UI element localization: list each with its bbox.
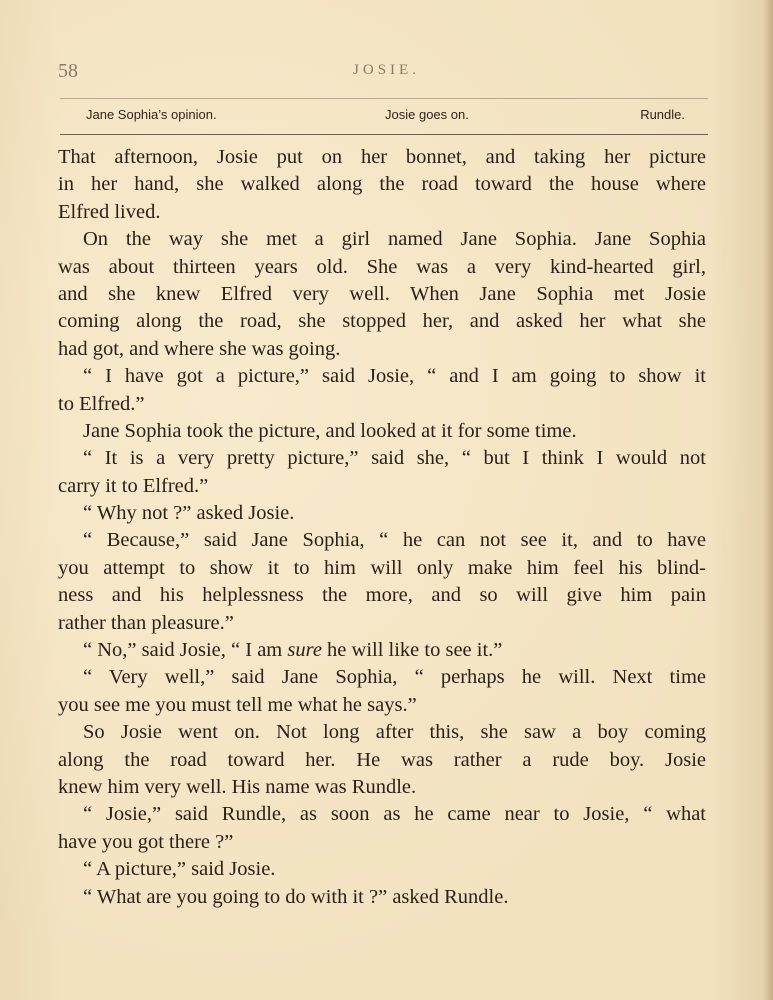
- text-line: So Josie went on. Not long after this, she saw a boy coming: [83, 721, 706, 744]
- text-line: coming along the road, she stopped her, and asked her what she: [58, 310, 706, 333]
- text-line: “ It is a very pretty picture,” said she, “ but I think I would not: [83, 447, 706, 470]
- text-line: you see me you must tell me what he says.”: [58, 693, 417, 716]
- text-run: he will like to see it.”: [327, 639, 503, 662]
- marginal-gloss-right: Rundle.: [640, 107, 685, 122]
- text-line: rather than pleasure.”: [58, 611, 234, 634]
- running-head: JOSIE.: [353, 62, 420, 78]
- header-rule-top: [60, 98, 708, 99]
- text-line: have you got there ?”: [58, 830, 234, 853]
- marginal-gloss-left: Jane Sophia’s opinion.: [86, 107, 217, 122]
- text-line: “ Why not ?” asked Josie.: [83, 502, 295, 525]
- text-line: “ Very well,” said Jane Sophia, “ perhaps he will. Next time: [83, 666, 706, 689]
- page-number: 58: [58, 60, 78, 82]
- text-line: Jane Sophia took the picture, and looked at it for some time.: [83, 419, 577, 442]
- text-line: ness and his helplessness the more, and so will give him pain: [58, 584, 706, 607]
- emphasis-word: sure: [287, 639, 322, 662]
- text-line: knew him very well. His name was Rundle.: [58, 775, 417, 798]
- text-line: was about thirteen years old. She was a very kind-hearted girl,: [58, 255, 706, 278]
- header-rule-bottom: [60, 134, 708, 135]
- text-line: That afternoon, Josie put on her bonnet, and taking her picture: [58, 146, 706, 168]
- text-line: “ What are you going to do with it ?” asked Rundle.: [83, 885, 509, 908]
- text-line: carry it to Elfred.”: [58, 474, 209, 497]
- text-line: [58, 637, 706, 664]
- text-line: “ I have got a picture,” said Josie, “ and I am going to show it: [83, 365, 706, 388]
- text-line: “ Josie,” said Rundle, as soon as he came near to Josie, “ what: [83, 803, 706, 826]
- body-text: [58, 144, 706, 911]
- text-line: On the way she met a girl named Jane Sophia. Jane Sophia: [83, 228, 706, 251]
- text-line: “ Because,” said Jane Sophia, “ he can not see it, and to have: [83, 529, 706, 552]
- text-line: to Elfred.”: [58, 392, 145, 415]
- text-run: “ No,” said Josie, “ I am: [83, 639, 283, 662]
- text-line: along the road toward her. He was rather a rude boy. Josie: [58, 748, 706, 771]
- text-line: and she knew Elfred very well. When Jane Sophia met Josie: [58, 282, 706, 305]
- text-line: had got, and where she was going.: [58, 337, 341, 360]
- text-line: in her hand, she walked along the road toward the house where: [58, 173, 706, 196]
- text-line: you attempt to show it to him will only make him feel his blind-: [58, 556, 706, 579]
- text-line: Elfred lived.: [58, 200, 161, 223]
- marginal-gloss-center: Josie goes on.: [385, 107, 469, 122]
- text-line: “ A picture,” said Josie.: [83, 858, 276, 881]
- page-edge-shadow: [763, 0, 773, 1000]
